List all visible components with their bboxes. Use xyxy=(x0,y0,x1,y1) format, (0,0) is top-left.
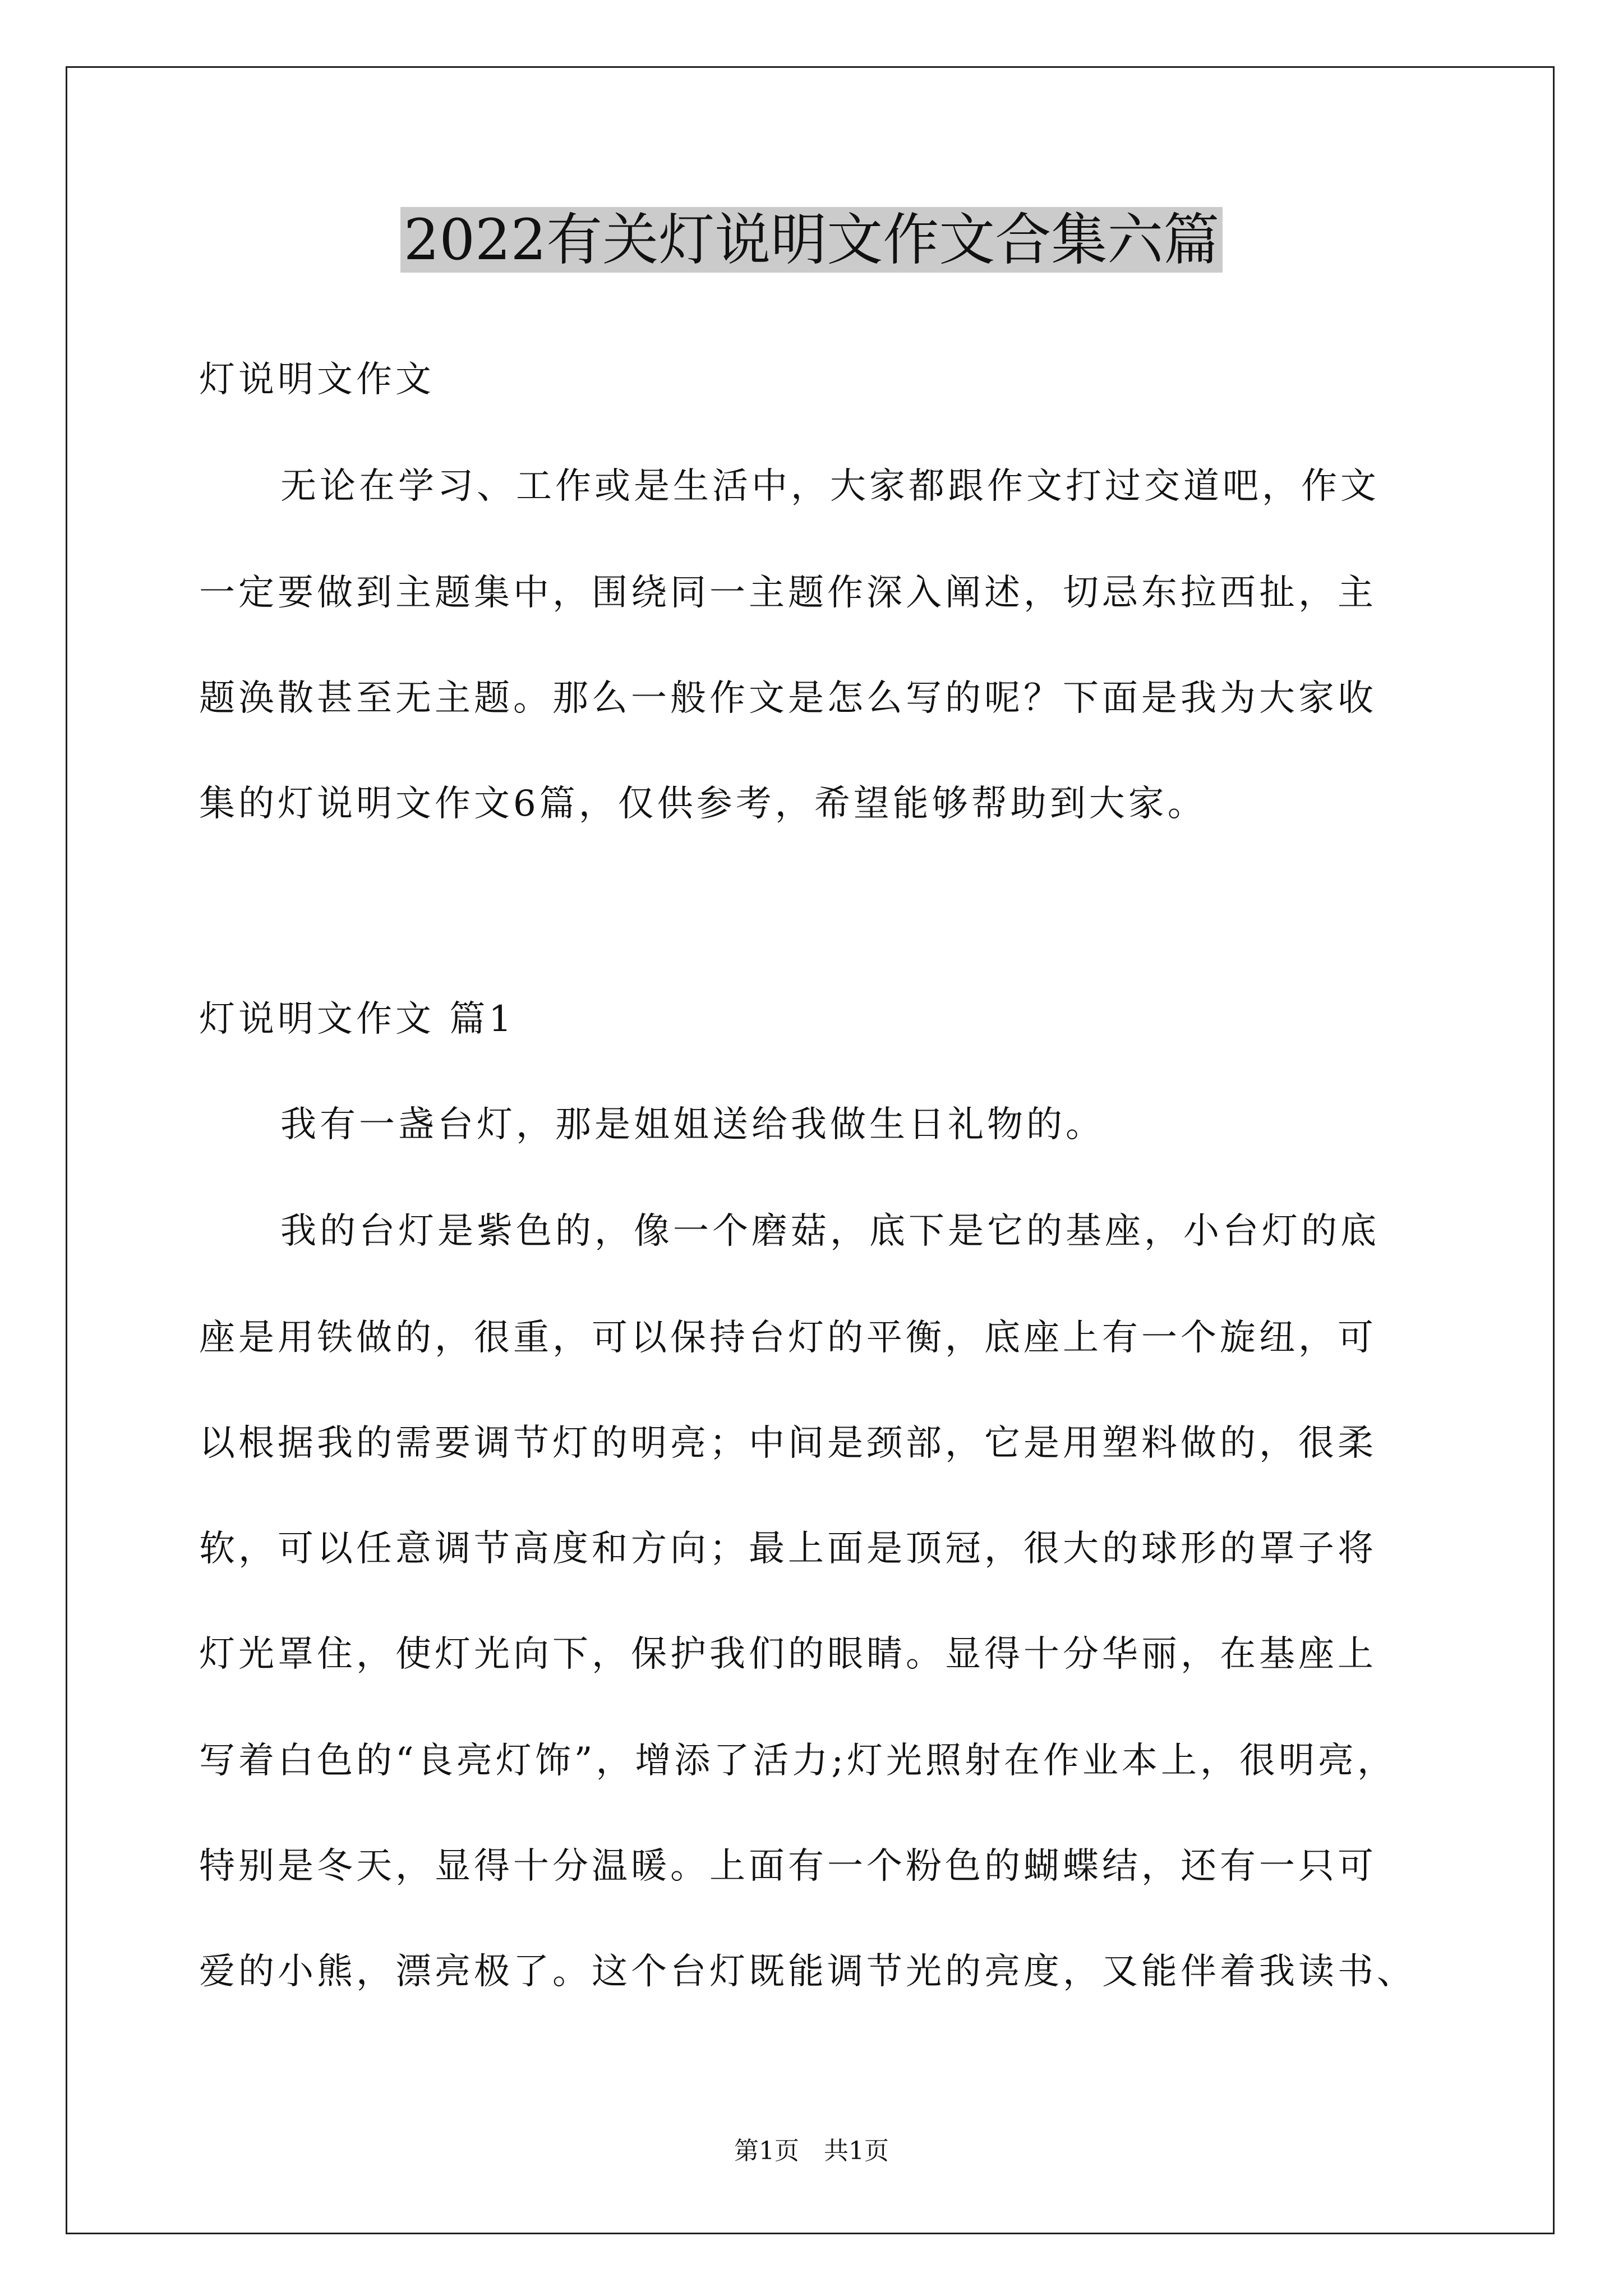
section-1-paragraph-line: 爱的小熊，漂亮极了。这个台灯既能调节光的亮度，又能伴着我读书、 xyxy=(199,1951,1416,1993)
intro-paragraph-line: 一定要做到主题集中，围绕同一主题作深入阐述，切忌东拉西扯，主 xyxy=(199,572,1377,614)
section-1-paragraph-line: 我的台灯是紫色的，像一个磨菇，底下是它的基座，小台灯的底 xyxy=(280,1211,1380,1252)
document-title-text: 2022有关灯说明文作文合集六篇 xyxy=(400,207,1223,273)
section-1-paragraph-line: 写着白色的“良亮灯饰”，增添了活力;灯光照射在作业本上，很明亮， xyxy=(199,1740,1396,1782)
section-1-paragraph-line: 软，可以任意调节高度和方向；最上面是顶冠，很大的球形的罩子将 xyxy=(199,1528,1377,1570)
intro-heading: 灯说明文作文 xyxy=(199,359,435,401)
section-1-paragraph-line: 我有一盏台灯，那是姐姐送给我做生日礼物的。 xyxy=(280,1104,1105,1145)
section-1-paragraph-line: 座是用铁做的，很重，可以保持台灯的平衡，底座上有一个旋纽，可 xyxy=(199,1317,1377,1359)
intro-paragraph-line: 集的灯说明文作文6篇，仅供参考，希望能够帮助到大家。 xyxy=(199,783,1207,825)
section-1-paragraph-line: 特别是冬天，显得十分温暖。上面有一个粉色的蝴蝶结，还有一只可 xyxy=(199,1846,1377,1887)
intro-paragraph-line: 无论在学习、工作或是生活中，大家都跟作文打过交道吧，作文 xyxy=(280,466,1380,507)
section-1-paragraph-line: 以根据我的需要调节灯的明亮；中间是颈部，它是用塑料做的，很柔 xyxy=(199,1423,1377,1464)
section-1-paragraph-line: 灯光罩住，使灯光向下，保护我们的眼睛。显得十分华丽，在基座上 xyxy=(199,1634,1377,1675)
intro-paragraph-line: 题涣散甚至无主题。那么一般作文是怎么写的呢？下面是我为大家收 xyxy=(199,678,1377,719)
document-title xyxy=(0,201,1623,279)
section-1-heading: 灯说明文作文 篇1 xyxy=(199,999,515,1040)
page-footer: 第1页 共1页 xyxy=(734,2137,889,2165)
